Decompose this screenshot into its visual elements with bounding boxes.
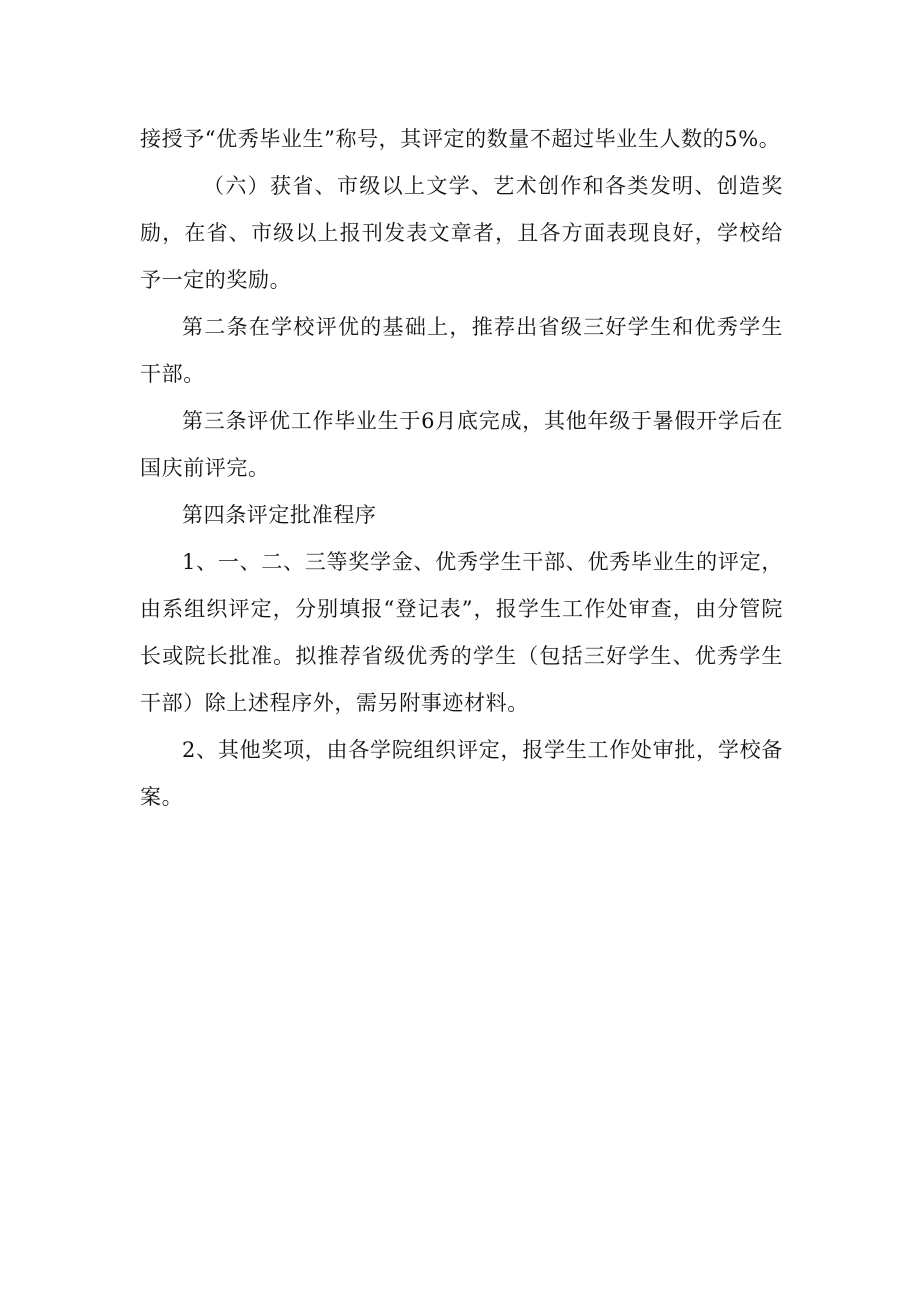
paragraph-article-2: 第二条在学校评优的基础上，推荐出省级三好学生和优秀学生干部。 — [140, 315, 783, 386]
paragraph-creative-awards: （六）获省、市级以上文学、艺术创作和各类发明、创造奖励，在省、市级以上报刊发表文章者，且各方面表现良好，学校给予一定的奖励。 — [140, 174, 783, 292]
paragraph-graduate-quota: 接授予“优秀毕业生”称号，其评定的数量不超过毕业生人数的5%。 — [140, 127, 781, 151]
paragraph-article-4-heading: 第四条评定批准程序 — [182, 503, 377, 527]
document-body — [140, 116, 783, 821]
paragraph-approval-procedure-1: 1、一、二、三等奖学金、优秀学生干部、优秀毕业生的评定，由系组织评定，分别填报“登记表”，报学生工作处审查，由分管院长或院长批准。拟推荐省级优秀的学生（包括三好学生、优秀学生干部）除上述程序外，需另附事迹材料。 — [140, 550, 783, 715]
paragraph-approval-procedure-2: 2、其他奖项，由各学院组织评定，报学生工作处审批，学校备案。 — [140, 738, 783, 809]
paragraph-article-3: 第三条评优工作毕业生于6月底完成，其他年级于暑假开学后在国庆前评完。 — [140, 409, 783, 480]
